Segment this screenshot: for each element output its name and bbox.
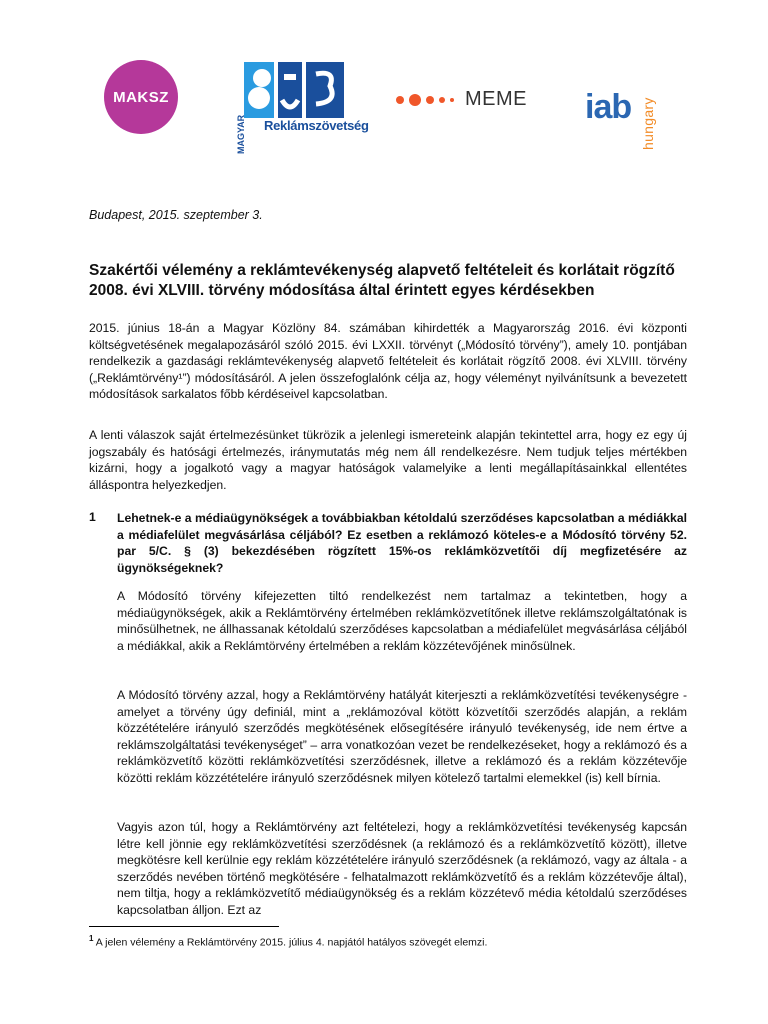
answer-paragraph-2: A Módosító törvény azzal, hogy a Reklámtörvény hatályát kiterjeszti a reklámközvetítési tevékenységre - amelyet a törvény úgy definiál, mint a „reklámozóval kötött közvetítői szerződés alapján, a reklám közzétételére irányuló szerződés megkötésének elősegítésére irányuló tevékenység, ide nem értve a reklámszolgáltatási tevékenységet” – arra vonatkozóan vezet be rendelkezéseket, hogy a reklámozó és a reklámközvetítő közötti reklámközvetítési szerződésnek, illetve a reklámozó és a reklám közzétevője közötti reklám közzétételére irányuló szerződésnek milyen kötelező tartalmi elemekkel (is) kell bírnia.	[117, 688, 687, 785]
meme-dot-icon	[439, 97, 445, 103]
disclaimer-paragraph: A lenti válaszok saját értelmezésünket tükrözik a jelenlegi ismereteink alapján tekintettel arra, hogy ez egy új jogszabály és hatósági értelmezés, iránymutatás még nem áll rendelkezésre. Nem tudjuk teljes mértékben kizárni, hogy a jogalkotó vagy a magyar hatóságok valamelyike a lenti megállapításainkkal ellentétes álláspontra helyezkedjen.	[89, 428, 687, 492]
question-number: 1	[89, 510, 96, 524]
meme-logo	[396, 88, 527, 111]
iab-logo: iab	[585, 88, 632, 126]
answer-paragraph-3: Vagyis azon túl, hogy a Reklámtörvény azt feltételezi, hogy a reklámközvetítési tevékenység kapcsán létre kell jönnie egy reklámközvetítési szerződésnek (a reklámozó és a reklámközvetítő között), illetve megkötésre kell kerülnie egy reklám közzétételére irányuló szerződésnek (a reklámozó, vagy az általa - a szerződés nevében történő megkötésére - felhatalmazott reklámközvetítő és a reklám közzétevője által), nem tiltja, hogy a reklámközvetítő médiaügynökség és a reklám közzétevő média kétoldalú szerződéses kapcsolatban álljon. Ezt az	[117, 820, 687, 917]
maksz-logo	[104, 60, 178, 134]
question-1	[89, 510, 687, 576]
intro-paragraph: 2015. június 18-án a Magyar Közlöny 84. számában kihirdették a Magyarország 2016. évi központi költségvetésének megalapozásáról szóló 2015. évi LXXII. törvényt („Módosító törvény”), amely 10. pontjában rendelkezik a gazdasági reklámtevékenység alapvető feltételeit és korlátait rögzítő 2008. évi XLVIII. törvény („Reklámtörvény¹”) módosításáról. A jelen összefoglalónk célja az, hogy véleményt nyilvánítsunk a bevezetett módosítások sarkalatos főbb kérdéseivel kapcsolatban.	[89, 321, 687, 402]
footnote-divider	[89, 926, 279, 927]
footnote	[89, 934, 487, 949]
document-title: Szakértői vélemény a reklámtevékenység alapvető feltételeit és korlátait rögzítő 2008. évi XLVIII. törvény módosítása által érintett egyes kérdésekben	[89, 262, 675, 299]
question-text: Lehetnek-e a médiaügynökségek a továbbiakban kétoldalú szerződéses kapcsolatban a médiákkal a médiafelület megvásárlása céljából? Ez esetben a reklámozó köteles-e a Módosító törvény 52. par 5/C. § (3) bekezdésében rögzített 15%-os reklámközvetítői díj megfizetésére az ügynökségeknek?	[117, 511, 687, 575]
meme-dot-icon	[426, 96, 434, 104]
logo-block-right	[306, 62, 344, 118]
logo-block-mid	[278, 62, 302, 118]
reklamszovetseg-logo-magyar: MAGYAR	[236, 114, 246, 154]
meme-dot-icon	[409, 94, 421, 106]
meme-dot-icon	[396, 96, 404, 104]
document-date: Budapest, 2015. szeptember 3.	[89, 208, 263, 222]
reklamszovetseg-logo-name: Reklámszövetség	[264, 118, 369, 133]
answer-paragraph-1: A Módosító törvény kifejezetten tiltó rendelkezést nem tartalmaz a tekintetben, hogy a médiaügynökségek, akik a Reklámtörvény értelmében reklámközvetítőnek illetve reklámszolgáltatónak is minősülhetnek, ne állhassanak kétoldalú szerződéses kapcsolatban a médiafelület megvásárlása céljából a médiákkal, akik a Reklámtörvény értelmében a reklám közzétevőjének minősülnek.	[117, 589, 687, 653]
meme-dot-icon	[450, 98, 454, 102]
footnote-mark: 1	[89, 934, 94, 943]
meme-logo-text: MEME	[465, 88, 527, 110]
iab-hungary-text: hungary	[640, 97, 656, 150]
logo-bar	[0, 58, 768, 154]
maksz-logo-text: MAKSZ	[113, 88, 169, 106]
footnote-text: A jelen vélemény a Reklámtörvény 2015. július 4. napjától hatályos szövegét elemzi.	[93, 936, 488, 949]
